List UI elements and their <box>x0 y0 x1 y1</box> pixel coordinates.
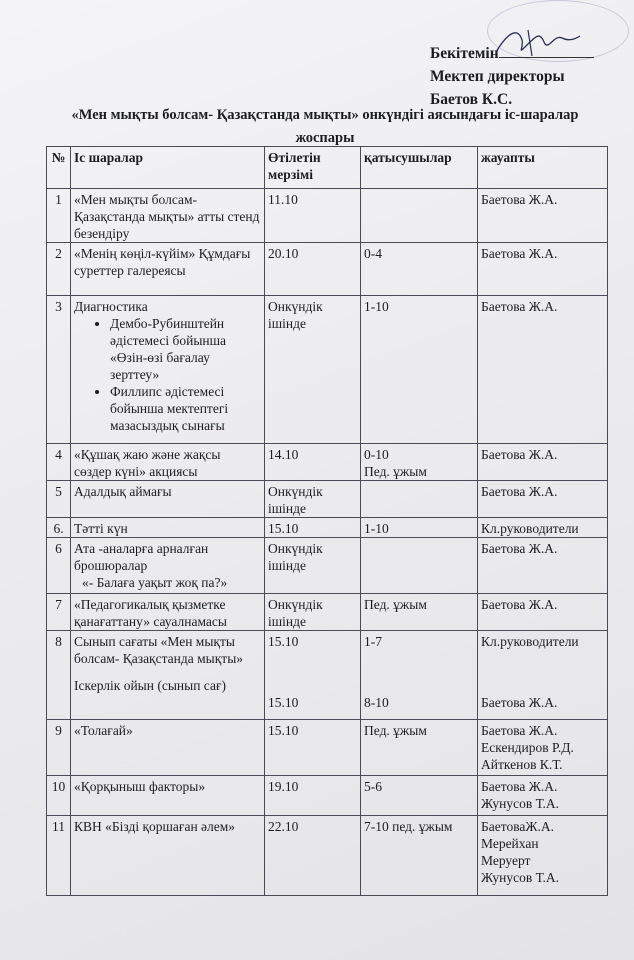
row-number: 11 <box>47 816 71 896</box>
row-date: 22.10 <box>265 816 361 896</box>
row-date: 20.10 <box>265 243 361 296</box>
signature <box>488 22 583 62</box>
row-participants <box>361 189 478 243</box>
responsible-line: Кл.руководители <box>481 634 579 649</box>
row-event: Адалдық аймағы <box>71 481 265 518</box>
row-responsible <box>478 776 608 816</box>
row-event: «Мен мықты болсам- Қазақстанда мықты» атты стенд безендіру <box>71 189 265 243</box>
date-line: 15.10 <box>268 695 299 710</box>
row-number: 6. <box>47 518 71 538</box>
table-row <box>47 296 608 444</box>
row-number: 9 <box>47 720 71 776</box>
row-date <box>265 631 361 720</box>
row-event: Тәтті күн <box>71 518 265 538</box>
responsible-line: Жунусов Т.А. <box>481 796 560 811</box>
list-item: • Филлипс әдістемесі бойынша мектептегі мазасыздық сынағы <box>110 383 261 434</box>
row-number: 2 <box>47 243 71 296</box>
row-event <box>71 631 265 720</box>
row-number: 8 <box>47 631 71 720</box>
row-date: Онкүндік ішінде <box>265 296 361 444</box>
table-row <box>47 481 608 518</box>
row-date: 14.10 <box>265 444 361 481</box>
row-event-title: Диагностика <box>74 299 148 314</box>
list-item: • Дембо-Рубинштейн әдістемесі бойынша «Өзін-өзі бағалау зерттеу» <box>110 315 261 383</box>
row-event-subtitle: «- Балаға уақыт жоқ па?» <box>82 575 228 590</box>
row-date: Онкүндік ішінде <box>265 538 361 594</box>
row-responsible <box>478 631 608 720</box>
row-participants: 0-4 <box>361 243 478 296</box>
row-number: 4 <box>47 444 71 481</box>
table-row <box>47 243 608 296</box>
responsible-line: Баетова Ж.А. <box>481 695 558 710</box>
table-row <box>47 538 608 594</box>
row-number: 5 <box>47 481 71 518</box>
participants-line: 1-7 <box>364 634 382 649</box>
date-line: 15.10 <box>268 634 299 649</box>
table-row <box>47 189 608 243</box>
row-participants: 7-10 пед. ұжым <box>361 816 478 896</box>
row-participants: 5-6 <box>361 776 478 816</box>
row-event-title: Сынып сағаты «Мен мықты болсам- Қазақстанда мықты» <box>74 634 244 666</box>
table-row <box>47 776 608 816</box>
row-date: 19.10 <box>265 776 361 816</box>
director-position: Мектеп директоры <box>430 68 565 85</box>
row-responsible: Кл.руководители <box>478 518 608 538</box>
row-event-title: Ата -аналарға арналған брошюралар <box>74 541 209 573</box>
row-number: 1 <box>47 189 71 243</box>
responsible-line: Мерейхан <box>481 836 539 851</box>
table-row <box>47 631 608 720</box>
row-participants: Пед. ұжым <box>361 720 478 776</box>
responsible-line: Жунусов Т.А. <box>481 870 560 885</box>
row-responsible <box>478 816 608 896</box>
row-date: Онкүндік ішінде <box>265 594 361 631</box>
row-responsible <box>478 720 608 776</box>
row-responsible: Баетова Ж.А. <box>478 481 608 518</box>
row-participants <box>361 444 478 481</box>
table-row <box>47 816 608 896</box>
table-row <box>47 444 608 481</box>
row-event <box>71 538 265 594</box>
row-event: КВН «Бізді қоршаған әлем» <box>71 816 265 896</box>
row-event <box>71 296 265 444</box>
table-header-row <box>47 147 608 189</box>
responsible-line: Баетова Ж.А. <box>481 723 558 738</box>
row-event: «Толағай» <box>71 720 265 776</box>
row-event-subtitle: Іскерлік ойын (сынып сағ) <box>74 678 226 693</box>
participants-line: 8-10 <box>364 695 389 710</box>
row-number: 6 <box>47 538 71 594</box>
row-event: «Педагогикалық қызметке қанағаттану» сауалнамасы <box>71 594 265 631</box>
participants-line: Пед. ұжым <box>364 464 427 479</box>
row-date: 15.10 <box>265 720 361 776</box>
row-responsible: Баетова Ж.А. <box>478 296 608 444</box>
row-date: Онкүндік ішінде <box>265 481 361 518</box>
director-name: Баетов К.С. <box>430 91 513 108</box>
participants-line: 0-10 <box>364 447 389 462</box>
approve-label: Бекітемін <box>430 45 499 62</box>
row-event: «Құшақ жаю және жақсы сөздер күні» акциясы <box>71 444 265 481</box>
row-date: 11.10 <box>265 189 361 243</box>
col-header-participants: қатысушылар <box>361 147 478 189</box>
responsible-line: Ескендиров Р.Д. <box>481 740 574 755</box>
responsible-line: БаетоваЖ.А. <box>481 819 554 834</box>
row-participants <box>361 538 478 594</box>
document-title: «Мен мықты болсам- Қазақстанда мықты» онкүндігі аясындағы іс-шаралар жоспары <box>71 107 579 146</box>
row-number: 7 <box>47 594 71 631</box>
row-event: «Менің көңіл-күйім» Құмдағы суреттер галереясы <box>71 243 265 296</box>
row-responsible: Баетова Ж.А. <box>478 538 608 594</box>
row-participants <box>361 631 478 720</box>
row-responsible: Баетова Ж.А. <box>478 594 608 631</box>
col-header-responsible: жауапты <box>478 147 608 189</box>
row-responsible: Баетова Ж.А. <box>478 243 608 296</box>
responsible-line: Баетова Ж.А. <box>481 779 558 794</box>
responsible-line: Айткенов К.Т. <box>481 757 563 772</box>
row-participants <box>361 481 478 518</box>
table-row <box>47 594 608 631</box>
row-number: 10 <box>47 776 71 816</box>
responsible-line: Меруерт <box>481 853 531 868</box>
col-header-date: Өтілетін мерзімі <box>265 147 361 189</box>
row-participants: 1-10 <box>361 296 478 444</box>
row-responsible: Баетова Ж.А. <box>478 189 608 243</box>
row-number: 3 <box>47 296 71 444</box>
row-participants: Пед. ұжым <box>361 594 478 631</box>
table-row <box>47 720 608 776</box>
row-date: 15.10 <box>265 518 361 538</box>
row-participants: 1-10 <box>361 518 478 538</box>
plan-table <box>46 146 608 896</box>
col-header-event: Іс шаралар <box>71 147 265 189</box>
row-responsible: Баетова Ж.А. <box>478 444 608 481</box>
diagnostics-list <box>74 315 261 434</box>
row-event: «Қорқыныш факторы» <box>71 776 265 816</box>
col-header-number: № <box>47 147 71 189</box>
table-row <box>47 518 608 538</box>
